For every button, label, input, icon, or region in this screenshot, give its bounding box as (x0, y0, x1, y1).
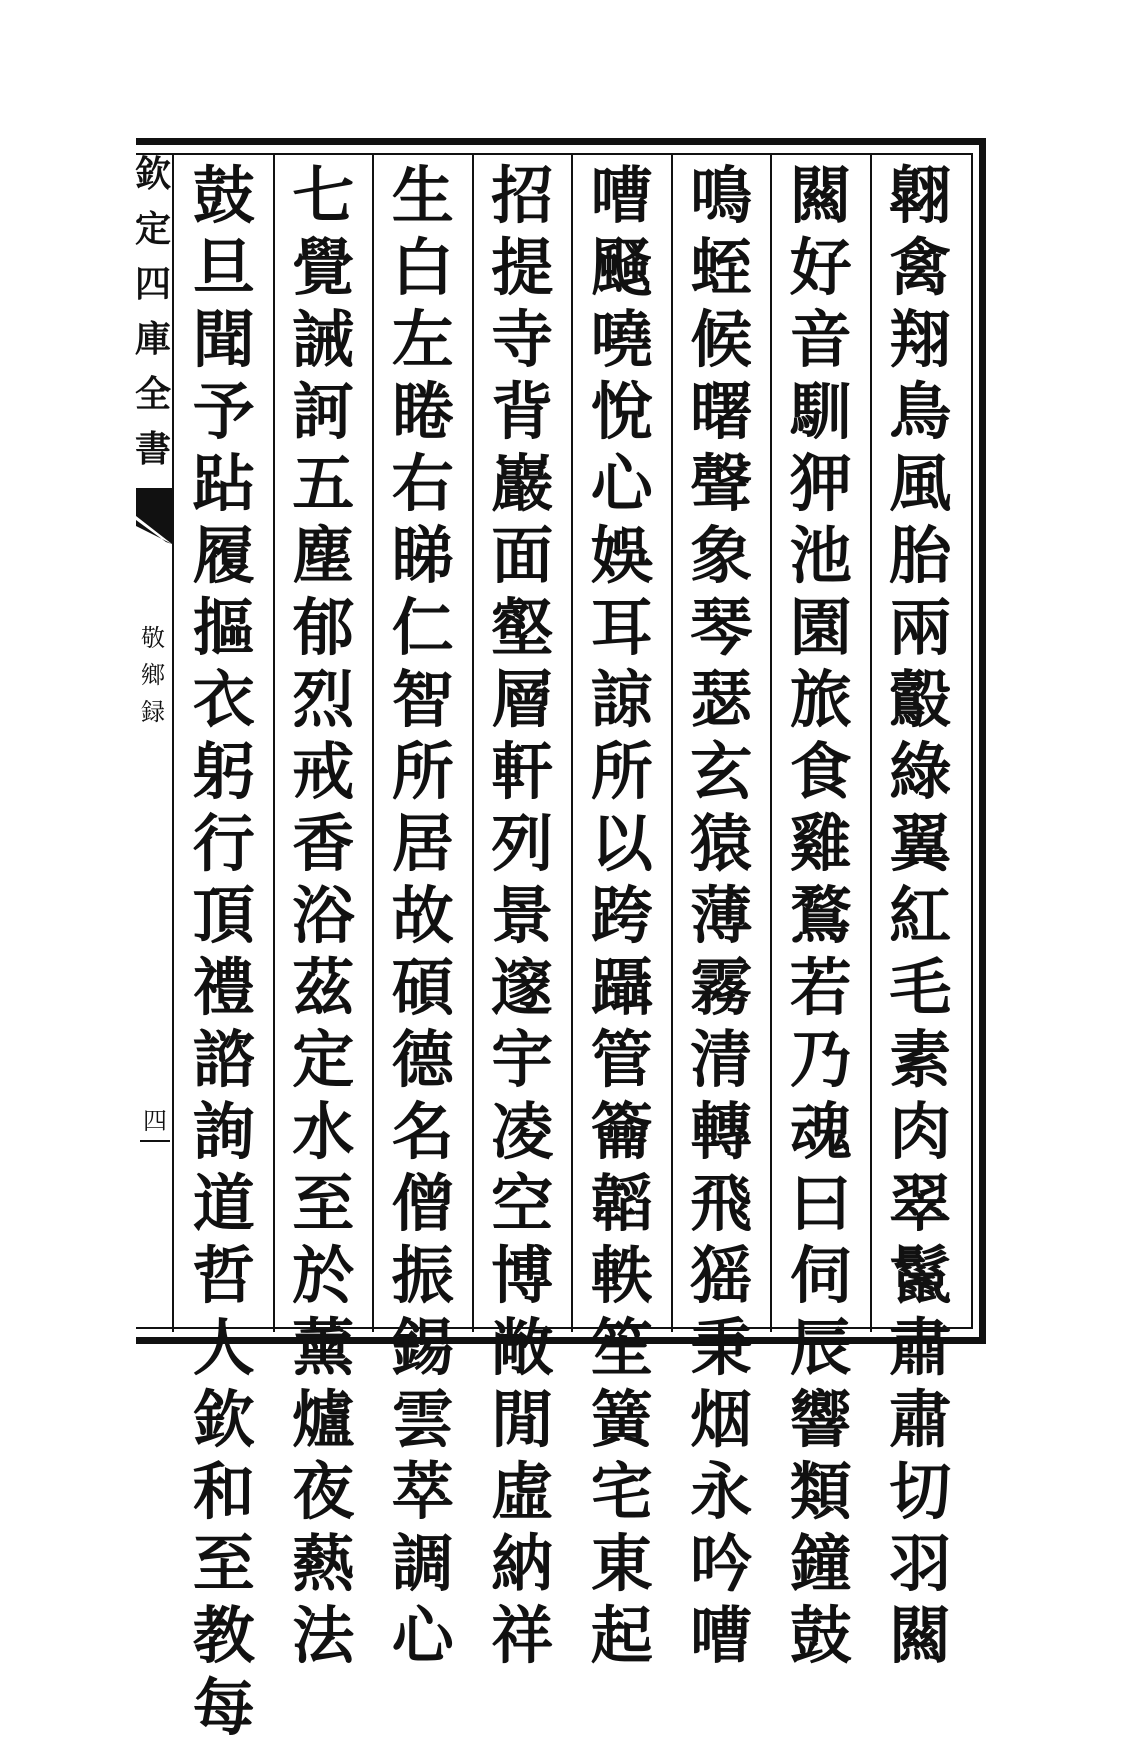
glyph: 七 (292, 159, 355, 232)
glyph: 哲 (192, 1239, 255, 1312)
glyph: 耳 (590, 591, 653, 664)
glyph: 鳴 (690, 159, 753, 232)
glyph: 以 (590, 807, 653, 880)
text-column (174, 159, 274, 1744)
glyph: 爇 (292, 1527, 355, 1600)
glyph: 睇 (391, 519, 454, 592)
glyph: 象 (690, 519, 753, 592)
glyph: 道 (192, 1167, 255, 1240)
glyph: 肉 (889, 1095, 952, 1168)
glyph: 翼 (889, 807, 952, 880)
column-rule (770, 154, 772, 1332)
glyph: 白 (391, 231, 454, 304)
glyph: 嘵 (590, 303, 653, 376)
glyph: 調 (391, 1527, 454, 1600)
glyph: 爐 (292, 1383, 355, 1456)
glyph: 至 (292, 1167, 355, 1240)
glyph: 猺 (690, 1239, 753, 1312)
glyph: 候 (690, 303, 753, 376)
margin-char: 全 (135, 372, 172, 415)
glyph: 人 (192, 1311, 255, 1384)
glyph: 故 (391, 879, 454, 952)
glyph: 錫 (391, 1311, 454, 1384)
glyph: 壑 (491, 591, 554, 664)
glyph: 夜 (292, 1455, 355, 1528)
glyph: 心 (391, 1599, 454, 1672)
glyph: 清 (690, 1023, 753, 1096)
glyph: 所 (590, 735, 653, 808)
column-rule (571, 154, 573, 1332)
glyph: 睠 (391, 375, 454, 448)
glyph: 虛 (491, 1455, 554, 1528)
glyph: 閒 (491, 1383, 554, 1456)
glyph: 嘈 (690, 1599, 753, 1672)
glyph: 霧 (690, 951, 753, 1024)
glyph: 薰 (292, 1311, 355, 1384)
glyph: 每 (192, 1671, 255, 1744)
text-column (373, 159, 473, 1672)
glyph: 誡 (292, 303, 355, 376)
glyph: 塵 (292, 519, 355, 592)
glyph: 列 (491, 807, 554, 880)
glyph: 僧 (391, 1167, 454, 1240)
glyph: 簧 (590, 1383, 653, 1456)
glyph: 衣 (192, 663, 255, 736)
glyph: 翔 (889, 303, 952, 376)
glyph: 鳥 (889, 375, 952, 448)
glyph: 蛭 (690, 231, 753, 304)
glyph: 玄 (690, 735, 753, 808)
glyph: 伺 (789, 1239, 852, 1312)
margin-char: 欽 (135, 152, 172, 195)
glyph: 琴 (690, 591, 753, 664)
glyph: 摳 (192, 591, 255, 664)
glyph: 若 (789, 951, 852, 1024)
text-column (274, 159, 374, 1672)
glyph: 郁 (292, 591, 355, 664)
glyph: 諒 (590, 663, 653, 736)
glyph: 瑟 (690, 663, 753, 736)
glyph: 生 (391, 159, 454, 232)
glyph: 景 (491, 879, 554, 952)
glyph: 雲 (391, 1383, 454, 1456)
margin-char: 書 (135, 427, 172, 470)
glyph: 魂 (789, 1095, 852, 1168)
glyph: 羽 (889, 1527, 952, 1600)
glyph: 宅 (590, 1455, 653, 1528)
column-rule (372, 154, 374, 1332)
glyph: 素 (889, 1023, 952, 1096)
margin-char: 鄉 (141, 660, 165, 689)
glyph: 娛 (590, 519, 653, 592)
glyph: 戒 (292, 735, 355, 808)
glyph: 巖 (491, 447, 554, 520)
glyph: 諮 (192, 1023, 255, 1096)
glyph: 跨 (590, 879, 653, 952)
glyph: 至 (192, 1527, 255, 1600)
glyph: 振 (391, 1239, 454, 1312)
glyph: 秉 (690, 1311, 753, 1384)
glyph: 曙 (690, 375, 753, 448)
glyph: 層 (491, 663, 554, 736)
glyph: 邃 (491, 951, 554, 1024)
glyph: 聲 (690, 447, 753, 520)
glyph: 翠 (889, 1167, 952, 1240)
glyph: 吟 (690, 1527, 753, 1600)
glyph: 毛 (889, 951, 952, 1024)
glyph: 類 (789, 1455, 852, 1528)
glyph: 轉 (690, 1095, 753, 1168)
glyph: 定 (292, 1023, 355, 1096)
glyph: 鐘 (789, 1527, 852, 1600)
glyph: 水 (292, 1095, 355, 1168)
glyph: 智 (391, 663, 454, 736)
glyph: 馴 (789, 375, 852, 448)
glyph: 狎 (789, 447, 852, 520)
glyph: 紅 (889, 879, 952, 952)
column-rule (671, 154, 673, 1332)
glyph: 雞 (789, 807, 852, 880)
glyph: 切 (889, 1455, 952, 1528)
glyph: 闗 (889, 1599, 952, 1672)
glyph: 管 (590, 1023, 653, 1096)
column-rule (273, 154, 275, 1332)
glyph: 闗 (789, 159, 852, 232)
glyph: 烟 (690, 1383, 753, 1456)
glyph: 凌 (491, 1095, 554, 1168)
glyph: 香 (292, 807, 355, 880)
glyph: 所 (391, 735, 454, 808)
margin-char: 四 (135, 262, 172, 305)
glyph: 兩 (889, 591, 952, 664)
glyph: 提 (491, 231, 554, 304)
glyph: 鶩 (789, 879, 852, 952)
glyph: 胎 (889, 519, 952, 592)
glyph: 薄 (690, 879, 753, 952)
glyph: 頂 (192, 879, 255, 952)
glyph: 悅 (590, 375, 653, 448)
glyph: 東 (590, 1527, 653, 1600)
glyph: 聞 (192, 303, 255, 376)
glyph: 五 (292, 447, 355, 520)
glyph: 颾 (590, 231, 653, 304)
glyph: 翺 (889, 159, 952, 232)
glyph: 永 (690, 1455, 753, 1528)
glyph: 園 (789, 591, 852, 664)
text-column (473, 159, 573, 1672)
glyph: 鼓 (192, 159, 255, 232)
glyph: 於 (292, 1239, 355, 1312)
glyph: 嘈 (590, 159, 653, 232)
glyph: 博 (491, 1239, 554, 1312)
glyph: 軼 (590, 1239, 653, 1312)
glyph: 欽 (192, 1383, 255, 1456)
glyph: 響 (789, 1383, 852, 1456)
glyph: 右 (391, 447, 454, 520)
glyph: 辰 (789, 1311, 852, 1384)
glyph: 鷇 (889, 663, 952, 736)
glyph: 旦 (192, 231, 255, 304)
glyph: 行 (192, 807, 255, 880)
column-rule (472, 154, 474, 1332)
glyph: 面 (491, 519, 554, 592)
column-rule (870, 154, 872, 1332)
glyph: 軒 (491, 735, 554, 808)
glyph: 躬 (192, 735, 255, 808)
glyph: 籥 (590, 1095, 653, 1168)
text-column (771, 159, 871, 1672)
glyph: 肅 (889, 1311, 952, 1384)
glyph: 肅 (889, 1383, 952, 1456)
glyph: 居 (391, 807, 454, 880)
glyph: 和 (192, 1455, 255, 1528)
glyph: 音 (789, 303, 852, 376)
glyph: 名 (391, 1095, 454, 1168)
glyph: 心 (590, 447, 653, 520)
glyph: 飛 (690, 1167, 753, 1240)
glyph: 禮 (192, 951, 255, 1024)
glyph: 納 (491, 1527, 554, 1600)
glyph: 浴 (292, 879, 355, 952)
glyph: 祥 (491, 1599, 554, 1672)
glyph: 池 (789, 519, 852, 592)
glyph: 禽 (889, 231, 952, 304)
glyph: 躡 (590, 951, 653, 1024)
glyph: 好 (789, 231, 852, 304)
glyph: 烈 (292, 663, 355, 736)
glyph: 左 (391, 303, 454, 376)
glyph: 履 (192, 519, 255, 592)
glyph: 背 (491, 375, 554, 448)
margin-char: 敬 (141, 624, 165, 653)
glyph: 曰 (789, 1167, 852, 1240)
margin-sub-title (136, 620, 170, 730)
glyph: 鬣 (889, 1239, 952, 1312)
glyph: 敞 (491, 1311, 554, 1384)
glyph: 起 (590, 1599, 653, 1672)
glyph: 綠 (889, 735, 952, 808)
glyph: 食 (789, 735, 852, 808)
glyph: 韜 (590, 1167, 653, 1240)
glyph: 德 (391, 1023, 454, 1096)
text-column (871, 159, 971, 1672)
margin-char: 定 (135, 207, 172, 250)
glyph: 教 (192, 1599, 255, 1672)
glyph: 予 (192, 375, 255, 448)
glyph: 茲 (292, 951, 355, 1024)
glyph: 鼓 (789, 1599, 852, 1672)
fishtail-mark (136, 488, 172, 544)
glyph: 碩 (391, 951, 454, 1024)
glyph: 乃 (789, 1023, 852, 1096)
glyph: 空 (491, 1167, 554, 1240)
page-number: 四 (140, 1108, 170, 1142)
glyph: 招 (491, 159, 554, 232)
margin-book-title (136, 146, 170, 476)
text-column (572, 159, 672, 1672)
glyph: 宇 (491, 1023, 554, 1096)
glyph: 仁 (391, 591, 454, 664)
text-column (672, 159, 772, 1672)
glyph: 覺 (292, 231, 355, 304)
glyph: 笙 (590, 1311, 653, 1384)
glyph: 訶 (292, 375, 355, 448)
margin-char: 録 (141, 697, 165, 726)
glyph: 寺 (491, 303, 554, 376)
glyph: 跕 (192, 447, 255, 520)
glyph: 旅 (789, 663, 852, 736)
glyph: 風 (889, 447, 952, 520)
glyph: 法 (292, 1599, 355, 1672)
glyph: 猿 (690, 807, 753, 880)
margin-char: 庫 (135, 317, 172, 360)
glyph: 萃 (391, 1455, 454, 1528)
glyph: 詢 (192, 1095, 255, 1168)
